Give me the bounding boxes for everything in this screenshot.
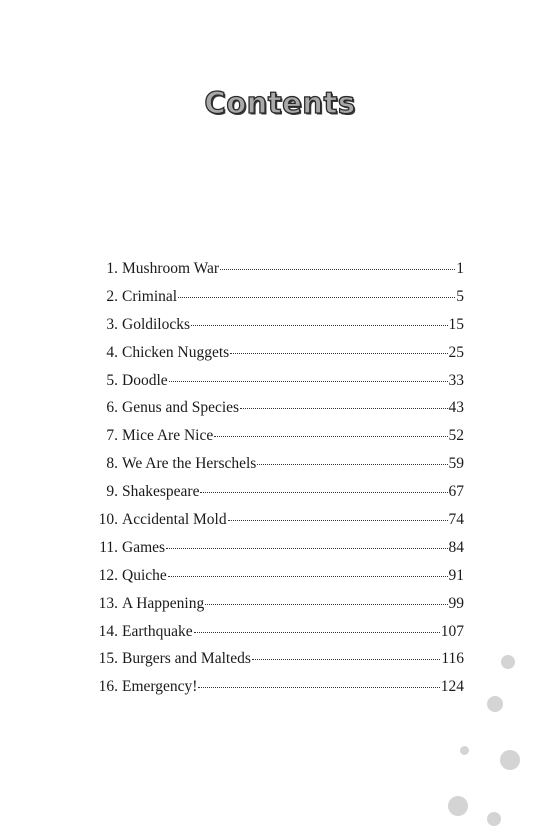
chapter-title: Accidental Mold [122,511,227,529]
page-title: Contents [204,86,356,120]
page-number: 15 [448,315,464,333]
dot-leader [228,520,448,521]
chapter-number: 8. [106,455,118,473]
page-number: 124 [440,678,464,696]
toc-entry [88,450,464,478]
chapter-title: Genus and Species [122,399,240,417]
chapter-title: Emergency! [122,678,198,696]
page-number: 67 [448,483,464,501]
chapter-title: Mice Are Nice [122,427,214,445]
page-number: 59 [448,455,464,473]
page-number: 99 [448,594,464,612]
chapter-title: Chicken Nuggets [122,343,230,361]
decorative-dot [448,796,468,816]
table-of-contents [88,255,464,701]
chapter-number: 15. [98,650,118,668]
chapter-number: 11. [99,538,118,556]
page-number: 1 [456,260,464,277]
dot-leader [194,632,440,633]
dot-leader [200,492,447,493]
toc-entry [88,562,464,590]
dot-leader [257,464,447,465]
chapter-number: 5. [106,371,118,389]
page-number: 33 [448,371,464,389]
chapter-title: Criminal [122,287,178,305]
chapter-number: 10. [98,511,118,529]
page-number: 91 [448,566,464,584]
dot-leader [166,548,447,549]
chapter-title: Burgers and Malteds [122,650,251,668]
chapter-title: Mushroom War [122,260,220,277]
decorative-dot [487,696,503,712]
chapter-number: 13. [98,594,118,612]
page-number: 43 [448,399,464,417]
chapter-number: 4. [106,343,118,361]
chapter-title: We Are the Herschels [122,455,257,473]
toc-entry [88,645,464,673]
dot-leader [178,297,455,298]
page-number: 5 [456,287,464,305]
toc-entry [88,255,464,283]
chapter-number: 6. [106,399,118,417]
toc-entry [88,534,464,562]
toc-entry [88,618,464,646]
chapter-number: 12. [98,566,118,584]
page-number: 84 [448,538,464,556]
chapter-title: Earthquake [122,622,193,640]
toc-entry [88,673,464,701]
chapter-title: Goldilocks [122,315,191,333]
chapter-title: A Happening [122,594,205,612]
toc-entry [88,311,464,339]
dot-leader [191,325,447,326]
dot-leader [205,604,447,605]
dot-leader [168,576,448,577]
chapter-number: 9. [106,483,118,501]
dot-leader [220,269,455,270]
toc-entry [88,422,464,450]
toc-entry [88,506,464,534]
chapter-number: 1. [106,260,118,277]
decorative-dot [501,655,515,669]
toc-entry [88,590,464,618]
toc-entry [88,367,464,395]
decorative-dot [460,746,469,755]
page-number: 52 [448,427,464,445]
chapter-number: 3. [106,315,118,333]
chapter-title: Shakespeare [122,483,200,501]
chapter-number: 16. [98,678,118,696]
page-number: 116 [441,650,464,668]
decorative-dot [500,750,520,770]
toc-entry [88,283,464,311]
dot-leader [252,659,440,660]
dot-leader [169,381,448,382]
toc-entry [88,339,464,367]
chapter-title: Games [122,538,166,556]
toc-entry [88,478,464,506]
dot-leader [240,408,447,409]
decorative-dot [487,812,501,826]
chapter-number: 7. [106,427,118,445]
dot-leader [214,436,447,437]
toc-entry [88,394,464,422]
page-number: 74 [448,511,464,529]
chapter-title: Doodle [122,371,168,389]
chapter-number: 14. [98,622,118,640]
page-number: 25 [448,343,464,361]
page-number: 107 [440,622,464,640]
chapter-number: 2. [106,287,118,305]
dot-leader [198,687,439,688]
dot-leader [230,353,447,354]
chapter-title: Quiche [122,566,167,584]
